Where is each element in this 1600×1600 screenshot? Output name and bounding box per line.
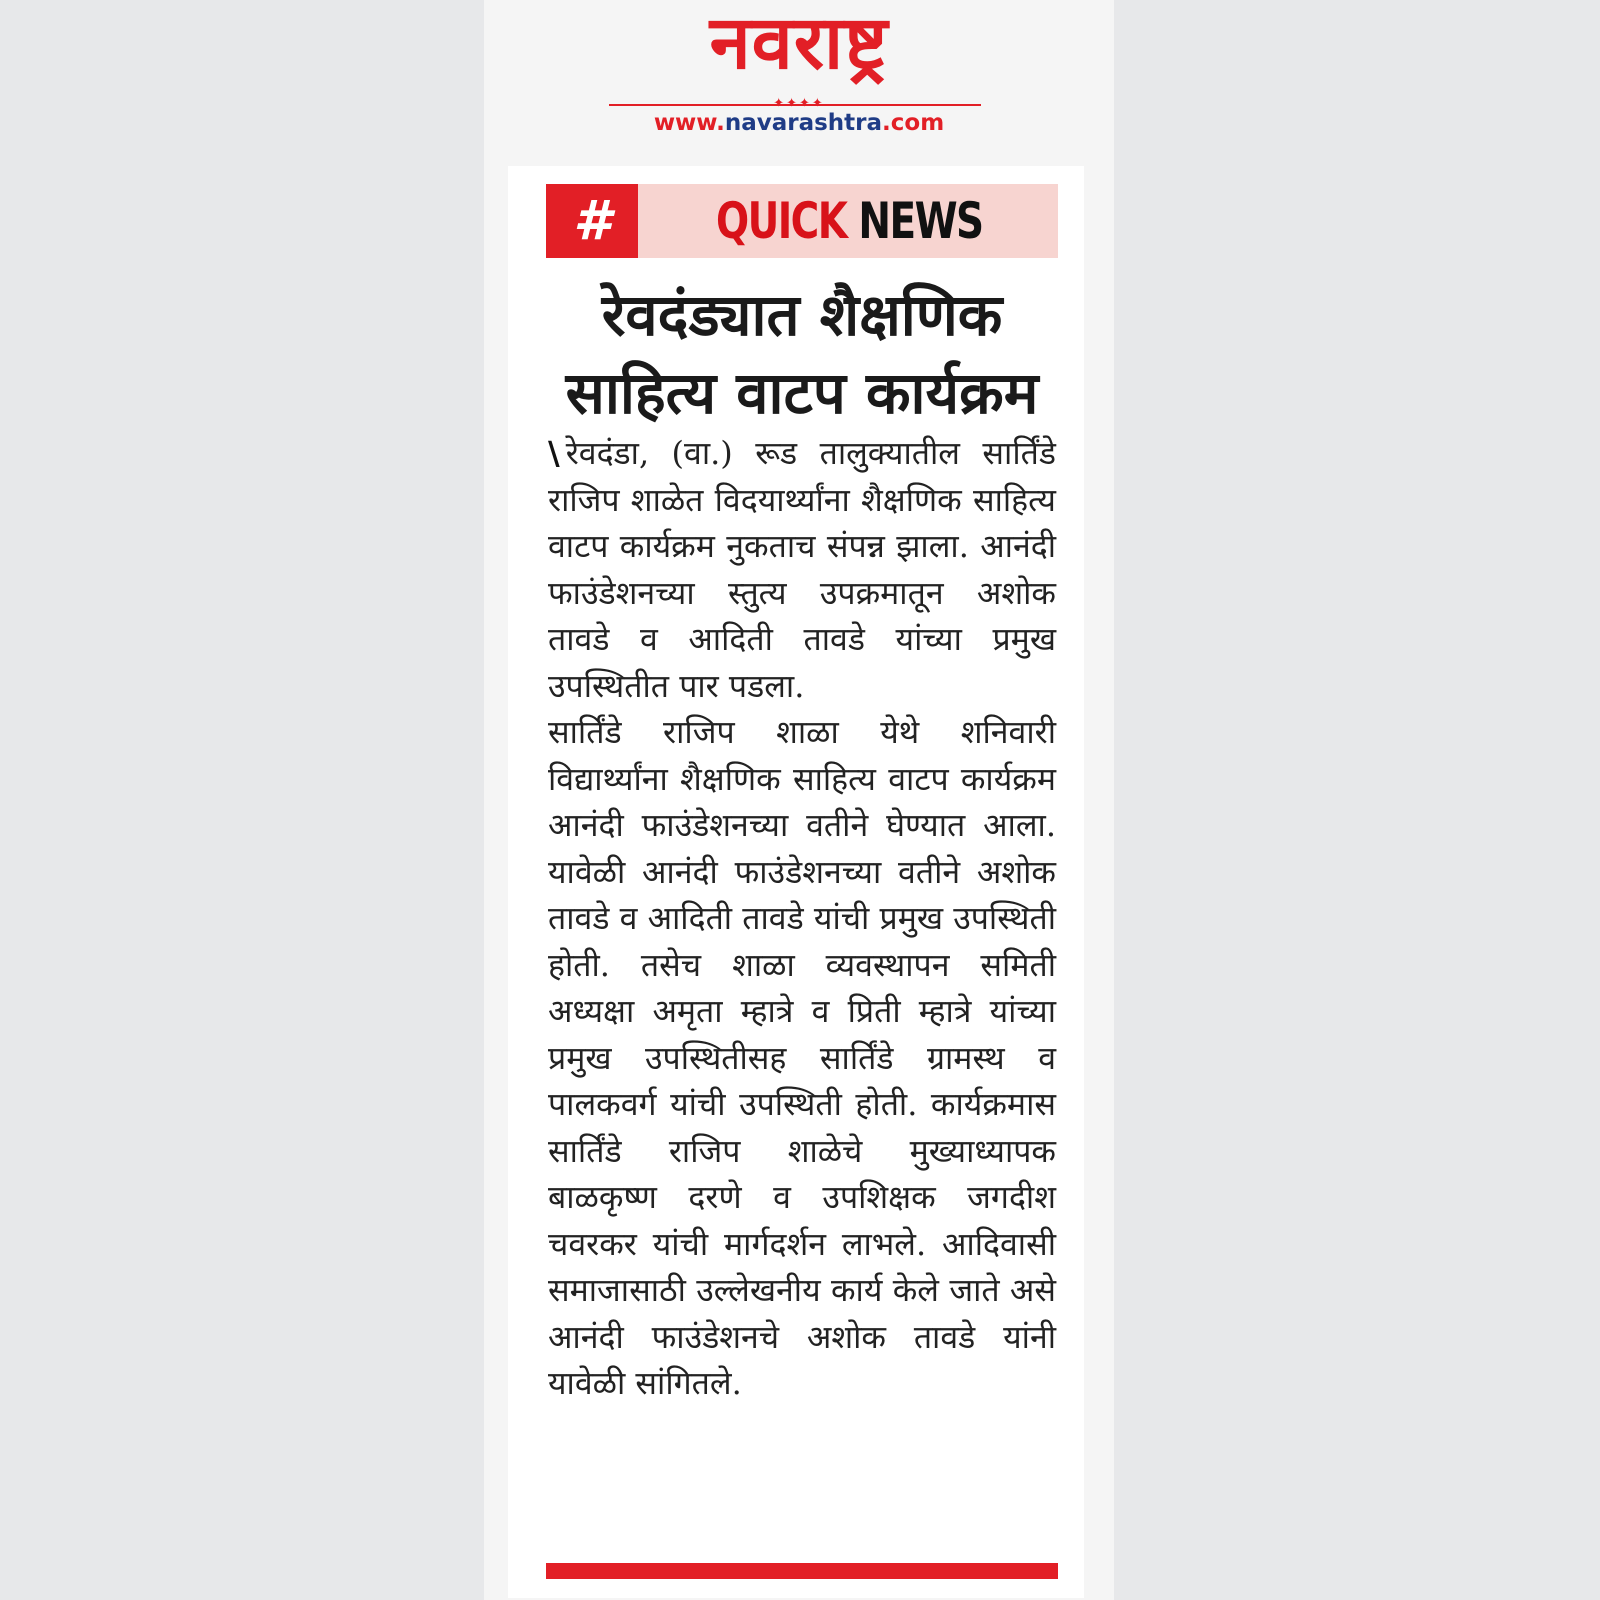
url-prefix: www. xyxy=(653,110,725,136)
article-paragraph xyxy=(548,430,1056,709)
newspaper-clipping xyxy=(484,0,1114,1600)
section-title-news: NEWS xyxy=(858,192,983,250)
quick-news-header xyxy=(546,184,1058,258)
paragraph-1-text: रेवदंडा, (वा.) रूड तालुक्यातील सार्तिंडे राजिप शाळेत विदयार्थ्यांना शैक्षणिक साहित्य वाटप कार्यक्रम नुकताच संपन्न झाला. आनंदी फाउंडेशनच्या स्तुत्य उपक्रमातून अशोक तावडे व आदिती तावडे यांच्या प्रमुख उपस्थितीत पार पडला. xyxy=(548,434,1056,705)
dateline-marker: \ xyxy=(548,434,560,472)
url-suffix: .com xyxy=(882,110,945,136)
article-headline: रेवदंड्यात शैक्षणिक साहित्य वाटप कार्यक्रम xyxy=(565,281,1039,427)
url-domain: navarashtra xyxy=(724,110,883,136)
section-title xyxy=(716,184,983,258)
website-url xyxy=(484,110,1114,136)
article-paragraph: सार्तिंडे राजिप शाळा येथे शनिवारी विद्यार्थ्यांना शैक्षणिक साहित्य वाटप कार्यक्रम आनंदी फाउंडेशनच्या वतीने घेण्यात आला. यावेळी आनंदी फाउंडेशनच्या वतीने अशोक तावडे व आदिती तावडे यांची प्रमुख उपस्थिती होती. तसेच शाळा व्यवस्थापन समिती अध्यक्षा अमृता म्हात्रे व प्रिती म्हात्रे यांच्या प्रमुख उपस्थितीसह सार्तिंडे ग्रामस्थ व पालकवर्ग यांची उपस्थिती होती. कार्यक्रमास सार्तिंडे राजिप शाळेचे मुख्याध्यापक बाळकृष्ण दरणे व उपशिक्षक जगदीश चवरकर यांची मार्गदर्शन लाभले. आदिवासी समाजासाठी उल्लेखनीय कार्य केले जाते असे आनंदी फाउंडेशनचे अशोक तावडे यांनी यावेळी सांगितले. xyxy=(548,713,1056,1402)
masthead xyxy=(484,0,1114,160)
section-title-quick: QUICK xyxy=(716,192,847,250)
footer-rule xyxy=(546,1563,1058,1579)
hash-icon: # xyxy=(546,184,638,258)
article-body xyxy=(548,430,1056,1407)
newspaper-logo: नवराष्ट्र xyxy=(709,0,889,86)
logo-stars: ✦✦✦✦ xyxy=(773,96,825,111)
